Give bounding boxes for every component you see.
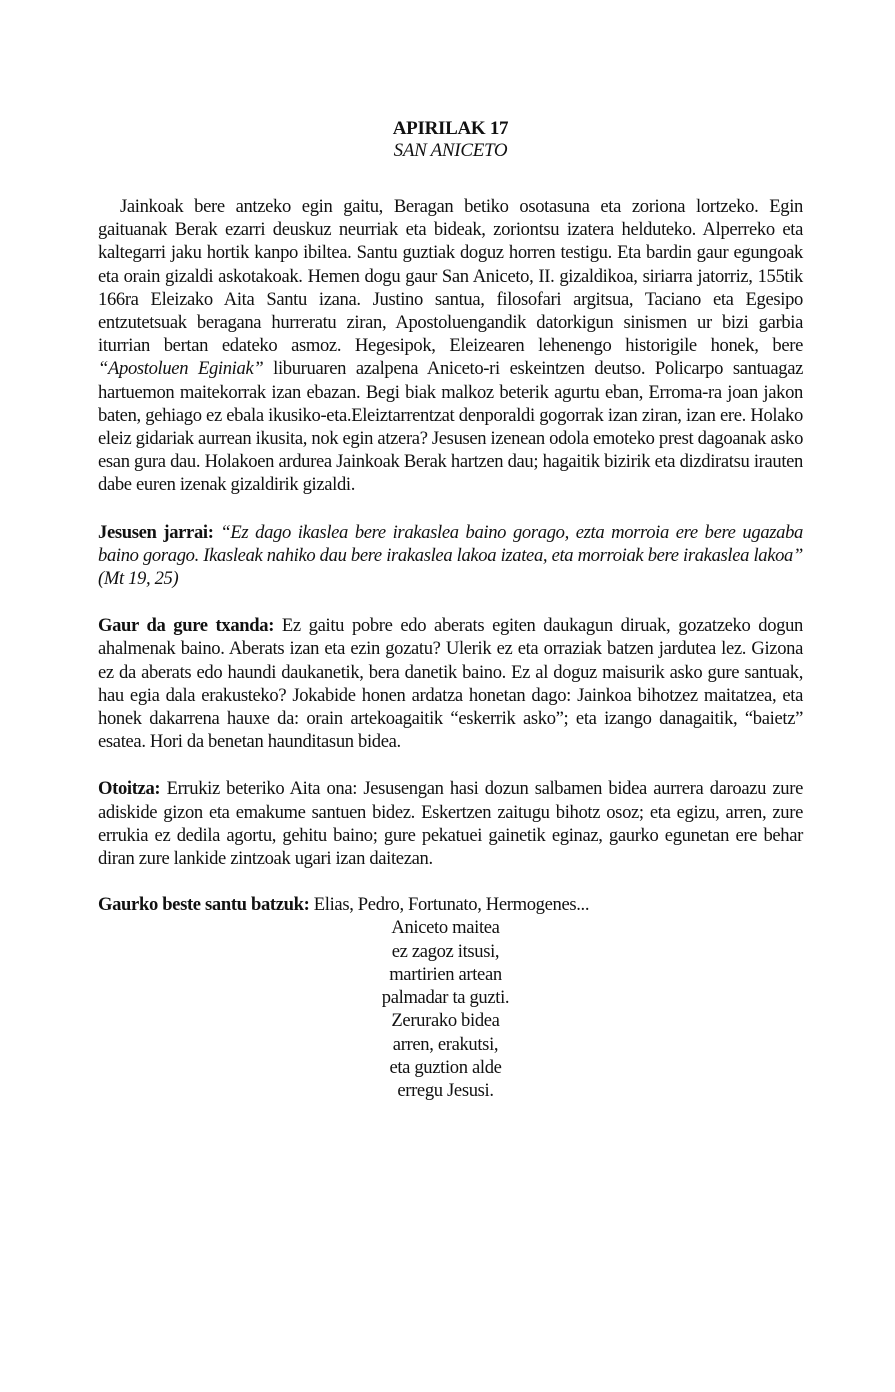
intro-text-a: Jainkoak bere antzeko egin gaitu, Beragan betiko osotasuna eta zoriona lortzeko. Egin gaituanak Berak ezarri deuskuz neurriak eta bideak, zoriontsu izatera helduteko. Alperreko eta kaltegarri jaku hortik kanpo ibiltea. Santu guztiak doguz horren testigu. Eta bardin gaur egungoak eta orain gizaldi askotakoak. Hemen dogu gaur San Aniceto, II. gizaldikoa, siriarra jatorriz, 155tik 166ra Eleizako Aita Santu izana. Justino santua, filosofari argitsua, Taciano eta Egesipo entzutetsuak beragana hurreratu ziran, Apostoluengandik datorkigun sinismen ur bizi garbia iturrian bertan edateko asmoz. Hegesipok, Eleizearen lehenengo historigile honek, bere [98, 196, 803, 357]
intro-paragraph [98, 195, 803, 497]
book-title: “Apostoluen Eginiak” [98, 358, 264, 380]
page-title: APIRILAK 17 [392, 118, 509, 139]
other-saints-section [98, 893, 803, 916]
poem-line: ez zagoz itsusi, [391, 940, 500, 962]
intro-text-b: liburuaren azalpena Aniceto-ri eskeintzen deutso. Policarpo santuagaz hartuemon maitekorrak izan ebazan. Begi biak malkoz beterik agurtu eban, Erroma-ra joan jakon baten, gehiago ez ebala ikusiko-eta.Eleiztarrentzat denporaldi gogorrak izan ziran, izan ere. Holako eleiz gidariak aurrean ikusita, nok egin atzera? Jesusen izenean odola emoteko prest dagoanak asko esan gura dau. Holakoen ardurea Jainkoak Berak hartzen dau; hagaitik bizirik eta dizdiratsu irauten dabe euren izenak gizaldirik gizaldi. [98, 358, 804, 496]
gaur-da-label: Gaur da gure txanda: [98, 615, 275, 637]
jesusen-jarrai-quote: “Ez dago ikaslea bere irakaslea baino gorago, ezta morroia ere bere ugazaba baino gorago. Ikasleak nahiko dau bere irakaslea lakoa izatea, eta morroiak bere irakaslea lakoa” (Mt 19, 25) [98, 521, 803, 590]
poem-line: eta guztion alde [389, 1056, 502, 1078]
document-page [98, 118, 803, 1102]
jesusen-jarrai-label: Jesusen jarrai: [98, 521, 214, 543]
poem-line: Aniceto maitea [391, 917, 500, 939]
poem-line: erregu Jesusi. [397, 1079, 494, 1101]
poem-line: Zerurako bidea [391, 1010, 500, 1032]
poem [88, 916, 803, 1102]
jesusen-jarrai-section [98, 521, 803, 591]
other-saints-label: Gaurko beste santu batzuk: [98, 894, 310, 916]
gaur-da-text: Ez gaitu pobre edo aberats egiten daukagun diruak, gozatzeko dogun ahalmenak baino. Aberats izan eta ezin gozatu? Ulerik ez eta orraziak batzen jardutea lez. Gizona ez da aberats edo haundi daukanetik, bera danetik baino. Ez al doguz maisurik asko gure santuak, hau egia dala erakusteko? Jokabide honen ardatza honetan dago: Jainkoa bihotzez maitatzea, eta honek dakarrena hauxe da: orain artekoagaitik “eskerrik asko”; eta izango danagaitik, “baietz” esatea. Hori da benetan haunditasun bidea. [98, 615, 803, 753]
poem-line: arren, erakutsi, [392, 1033, 499, 1055]
other-saints-text: Elias, Pedro, Fortunato, Hermogenes... [309, 894, 590, 916]
otoitza-section [98, 777, 803, 870]
otoitza-text: Errukiz beteriko Aita ona: Jesusengan hasi dozun salbamen bidea aurrera daroazu zure adiskide gizon eta emakume santuen bidez. Eskertzen zaitugu bihotz osoz; eta egizu, arren, zure errukia ez dedila agortu, gehitu baino; gure pekatuei gainetik eginaz, gaurko egunetan ere behar diran zure lankide zintzoak ugari izan daitezan. [98, 778, 803, 870]
gaur-da-section [98, 614, 803, 753]
otoitza-label: Otoitza: [98, 778, 161, 800]
page-subtitle: SAN ANICETO [393, 140, 508, 161]
poem-line: palmadar ta guzti. [381, 987, 510, 1009]
poem-line: martirien artean [389, 963, 502, 985]
